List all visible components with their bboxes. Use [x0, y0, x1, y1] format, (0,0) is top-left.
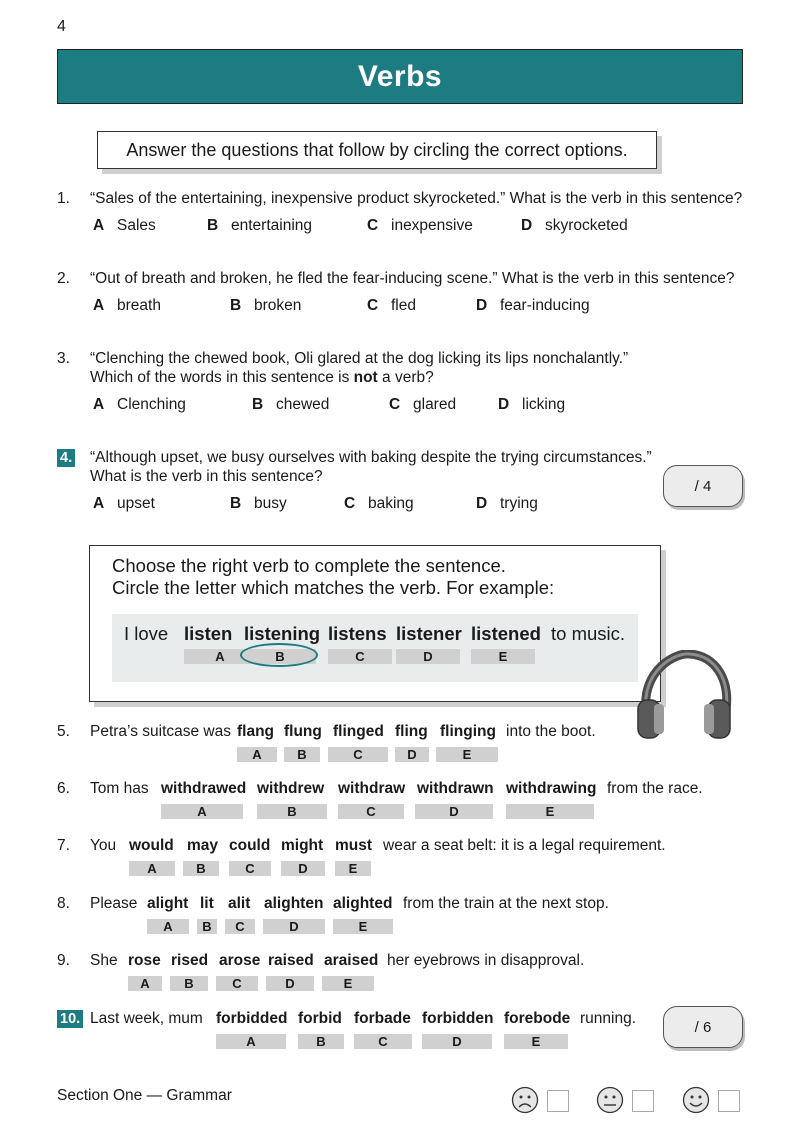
letter-e[interactable]: E	[506, 804, 594, 819]
verb-choice: could	[229, 837, 271, 854]
verb-choice: forebode	[504, 1010, 571, 1027]
option-letter: A	[93, 217, 105, 234]
option-4a[interactable]	[93, 495, 155, 513]
letter-e[interactable]: E	[436, 747, 498, 762]
option-text: Clenching	[117, 396, 186, 413]
option-4d[interactable]	[476, 495, 538, 513]
sentence-after: from the train at the next stop.	[403, 895, 609, 912]
sentence-before: Petra’s suitcase was	[90, 723, 231, 740]
question-stem-line: What is the verb in this sentence?	[90, 468, 323, 485]
letter-d[interactable]: D	[395, 747, 429, 762]
verb-choice: lit	[200, 895, 214, 912]
example-word: listens	[328, 623, 387, 644]
verb-choice: withdrawed	[161, 780, 247, 797]
option-text: busy	[254, 495, 287, 512]
verb-choice: withdrew	[257, 780, 325, 797]
question-number: 5.	[57, 723, 70, 740]
letter-e[interactable]: E	[322, 976, 374, 991]
example-box	[89, 545, 661, 702]
letter-c[interactable]: C	[225, 919, 255, 934]
score-box-2[interactable]	[663, 1006, 743, 1048]
neutral-face-icon[interactable]	[596, 1086, 624, 1114]
sentence-before: You	[90, 837, 117, 854]
sentence-after: running.	[580, 1010, 637, 1027]
letter-a[interactable]: A	[129, 861, 175, 876]
verb-choice: arose	[219, 952, 261, 969]
example-circle-mark	[240, 643, 318, 667]
question-number: 7.	[57, 837, 70, 854]
title-banner	[57, 49, 743, 104]
option-text: baking	[368, 495, 414, 512]
option-2c[interactable]	[367, 297, 416, 315]
example-word: listening	[244, 623, 321, 644]
verb-choice: forbid	[298, 1010, 342, 1027]
verb-choice: may	[187, 837, 219, 854]
letter-d[interactable]: D	[422, 1034, 492, 1049]
option-3c[interactable]	[389, 396, 456, 414]
instruction-box	[97, 131, 657, 169]
checkbox-icon[interactable]	[718, 1090, 740, 1112]
option-letter: D	[476, 495, 488, 512]
question-stem: “Out of breath and broken, he fled the fear-inducing scene.” What is the verb in this sentence?	[90, 270, 735, 287]
sentence-after: from the race.	[607, 780, 703, 797]
option-4c[interactable]	[344, 495, 414, 513]
option-2b[interactable]	[230, 297, 301, 315]
page-title: Verbs	[357, 59, 443, 93]
example-instruction-1: Choose the right verb to complete the sentence.	[112, 555, 506, 576]
letter-b[interactable]: B	[257, 804, 327, 819]
verb-choice: araised	[324, 952, 379, 969]
score-label: / 4	[694, 477, 712, 495]
verb-choice: must	[335, 837, 373, 854]
verb-choice: alighted	[333, 895, 393, 912]
option-3a[interactable]	[93, 396, 186, 414]
letter-e[interactable]: E	[335, 861, 371, 876]
option-1a[interactable]	[93, 217, 156, 235]
option-letter: C	[389, 396, 401, 413]
example-letter: E	[471, 649, 535, 664]
letter-b[interactable]: B	[284, 747, 320, 762]
option-text: fear-inducing	[500, 297, 590, 314]
question-number: 3.	[57, 350, 70, 367]
option-text: entertaining	[231, 217, 313, 234]
letter-a[interactable]: A	[216, 1034, 286, 1049]
section-footer: Section One — Grammar	[57, 1087, 232, 1104]
option-letter: B	[207, 217, 219, 234]
sad-face-icon[interactable]	[511, 1086, 539, 1114]
option-1c[interactable]	[367, 217, 473, 235]
letter-a[interactable]: A	[147, 919, 189, 934]
option-letter: A	[93, 495, 105, 512]
option-text: Sales	[117, 217, 156, 234]
question-stem-line	[90, 369, 434, 387]
example-letter: C	[328, 649, 392, 664]
example-letter: A	[184, 649, 256, 664]
letter-d[interactable]: D	[415, 804, 493, 819]
letter-c[interactable]: C	[328, 747, 388, 762]
question-number: 2.	[57, 270, 70, 287]
option-letter: A	[93, 297, 105, 314]
verb-choice: rised	[171, 952, 209, 969]
option-text: inexpensive	[391, 217, 473, 234]
sentence-before: Please	[90, 895, 138, 912]
option-1d[interactable]	[521, 217, 628, 235]
option-2a[interactable]	[93, 297, 161, 315]
verb-choice: withdraw	[338, 780, 406, 797]
option-4b[interactable]	[230, 495, 287, 513]
sentence-after: into the boot.	[506, 723, 596, 740]
option-text: trying	[500, 495, 538, 512]
option-3d[interactable]	[498, 396, 565, 414]
option-text: chewed	[276, 396, 330, 413]
page-number: 4	[57, 18, 66, 35]
verb-choice: alighten	[264, 895, 324, 912]
stem-emphasis: not	[353, 369, 378, 386]
checkbox-icon[interactable]	[547, 1090, 569, 1112]
letter-d[interactable]: D	[266, 976, 314, 991]
option-letter: C	[367, 297, 379, 314]
verb-choice: flang	[237, 723, 275, 740]
verb-choice: alit	[228, 895, 251, 912]
score-box-1[interactable]	[663, 465, 743, 507]
sentence-before: Tom has	[90, 780, 149, 797]
example-word: listener	[396, 623, 462, 644]
option-1b[interactable]	[207, 217, 312, 235]
letter-b[interactable]: B	[197, 919, 217, 934]
question-number: 9.	[57, 952, 70, 969]
example-letter: B	[244, 649, 316, 664]
question-stem: “Although upset, we busy ourselves with baking despite the trying circumstances.”	[90, 449, 652, 466]
verb-choice: forbidded	[216, 1010, 288, 1027]
letter-b[interactable]: B	[170, 976, 208, 991]
example-before: I love	[124, 623, 169, 644]
option-letter: B	[230, 495, 242, 512]
happy-face-icon[interactable]	[682, 1086, 710, 1114]
option-letter: B	[252, 396, 264, 413]
sentence-before: She	[90, 952, 118, 969]
option-text: upset	[117, 495, 155, 512]
verb-choice: would	[129, 837, 174, 854]
verb-choice: rose	[128, 952, 161, 969]
letter-c[interactable]: C	[216, 976, 258, 991]
letter-d[interactable]: D	[281, 861, 325, 876]
stem-part: a verb?	[377, 369, 434, 386]
option-letter: D	[498, 396, 510, 413]
letter-a[interactable]: A	[237, 747, 277, 762]
checkbox-icon[interactable]	[632, 1090, 654, 1112]
verb-choice: fling	[395, 723, 428, 740]
question-number: 6.	[57, 780, 70, 797]
question-number: 1.	[57, 190, 70, 207]
verb-choice: raised	[268, 952, 314, 969]
example-letter: D	[396, 649, 460, 664]
verb-choice: flinged	[333, 723, 384, 740]
option-letter: C	[367, 217, 379, 234]
option-letter: D	[521, 217, 533, 234]
question-number-box: 10.	[57, 1010, 83, 1028]
verb-choice: forbade	[354, 1010, 411, 1027]
letter-a[interactable]: A	[128, 976, 162, 991]
example-word: listened	[471, 623, 541, 644]
verb-choice: might	[281, 837, 324, 854]
option-text: licking	[522, 396, 566, 413]
verb-choice: flinging	[440, 723, 496, 740]
letter-c[interactable]: C	[354, 1034, 412, 1049]
question-stem: “Sales of the entertaining, inexpensive product skyrocketed.” What is the verb in this sentence?	[90, 190, 743, 207]
letter-c[interactable]: C	[338, 804, 404, 819]
example-word: listen	[184, 623, 233, 644]
instruction-text: Answer the questions that follow by circling the correct options.	[126, 139, 628, 160]
option-letter: C	[344, 495, 356, 512]
sentence-after: wear a seat belt: it is a legal requirement.	[383, 837, 666, 854]
verb-choice: withdrawn	[417, 780, 494, 797]
example-instruction-2: Circle the letter which matches the verb. For example:	[112, 577, 555, 598]
letter-b[interactable]: B	[183, 861, 219, 876]
option-letter: A	[93, 396, 105, 413]
letter-c[interactable]: C	[229, 861, 271, 876]
letter-d[interactable]: D	[263, 919, 325, 934]
letter-a[interactable]: A	[161, 804, 243, 819]
option-text: fled	[391, 297, 416, 314]
option-text: breath	[117, 297, 161, 314]
score-label: / 6	[694, 1018, 712, 1036]
option-letter: B	[230, 297, 242, 314]
example-sentence-strip	[112, 614, 638, 682]
option-letter: D	[476, 297, 488, 314]
stem-part: Which of the words in this sentence is	[90, 369, 354, 386]
verb-choice: flung	[284, 723, 322, 740]
question-number-box: 4.	[57, 449, 75, 467]
option-2d[interactable]	[476, 297, 590, 315]
letter-e[interactable]: E	[333, 919, 393, 934]
question-stem: “Clenching the chewed book, Oli glared at the dog licking its lips nonchalantly.”	[90, 350, 629, 367]
letter-b[interactable]: B	[298, 1034, 344, 1049]
option-text: glared	[413, 396, 457, 413]
sentence-after: her eyebrows in disapproval.	[387, 952, 585, 969]
option-3b[interactable]	[252, 396, 329, 414]
headphones-icon	[636, 650, 732, 742]
verb-choice: forbidden	[422, 1010, 494, 1027]
example-after: to music.	[551, 623, 626, 644]
letter-e[interactable]: E	[504, 1034, 568, 1049]
option-text: skyrocketed	[545, 217, 628, 234]
verb-choice: withdrawing	[506, 780, 597, 797]
sentence-before: Last week, mum	[90, 1010, 203, 1027]
option-text: broken	[254, 297, 302, 314]
question-number: 8.	[57, 895, 70, 912]
verb-choice: alight	[147, 895, 189, 912]
